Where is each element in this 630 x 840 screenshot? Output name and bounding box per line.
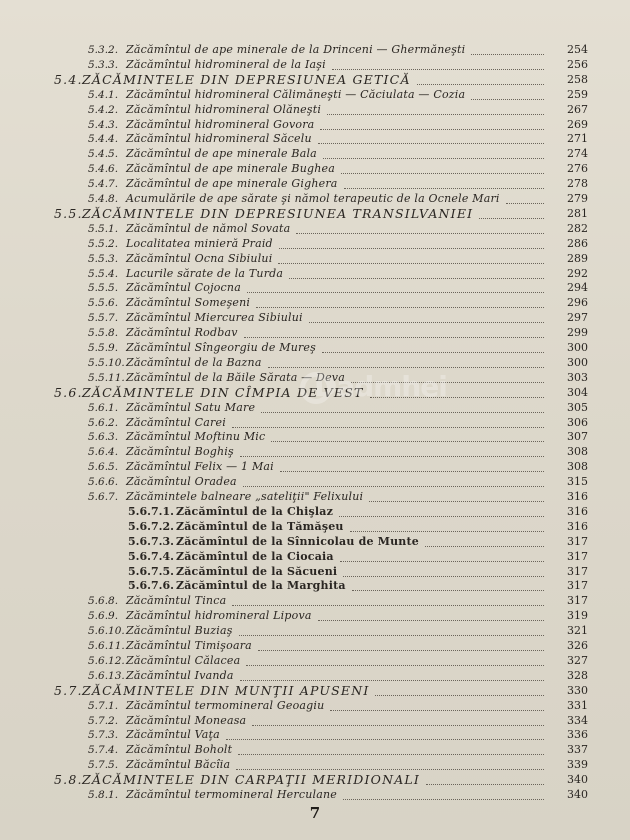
toc-entry-title: ZĂCĂMINTELE DIN CARPAŢII MERIDIONALI xyxy=(82,772,421,788)
toc-entry-page: 321 xyxy=(567,624,588,638)
toc-entry-page: 340 xyxy=(567,773,588,787)
toc-entry-page: 269 xyxy=(567,117,588,131)
toc-entry-title: Zăcămîntul de la Marghita xyxy=(176,579,346,593)
toc-entry-page: 276 xyxy=(567,162,588,176)
toc-entry-title: Zăcămîntul Călacea xyxy=(126,653,241,667)
toc-entry-title: Zăcămîntul de la Chişlaz xyxy=(176,504,334,518)
toc-entry-page: 337 xyxy=(567,743,588,757)
toc-entry-title: Zăcămîntul Rodbav xyxy=(126,326,238,340)
toc-entry-number: 5.5.2. xyxy=(88,237,119,250)
toc-entry-number: 5.5.11. xyxy=(88,371,125,384)
toc-entry-number: 5.4.4. xyxy=(88,133,119,146)
toc-entry-title: Zăcămîntul Someşeni xyxy=(126,296,251,310)
toc-entry-title: Zăcămîntul de ape minerale Bala xyxy=(126,147,317,161)
toc-entry-title: Zăcămîntul Miercurea Sibiului xyxy=(126,311,303,325)
toc-entry-number: 5.6.11. xyxy=(88,640,125,652)
toc-entry-number: 5.7.5. xyxy=(88,759,119,772)
toc-entry-page: 307 xyxy=(567,430,588,444)
toc-entry-page: 317 xyxy=(567,534,588,548)
toc-entry-page: 317 xyxy=(567,579,588,593)
toc-entry-title: Localitatea minieră Praid xyxy=(126,236,273,250)
toc-entry-number: 5.5.6. xyxy=(88,297,119,310)
toc-entry-page: 259 xyxy=(567,87,588,101)
toc-entry-number: 5.6.7. xyxy=(88,491,119,503)
toc-entry-number: 5.6.7.4. xyxy=(128,549,174,563)
toc-entry-title: Zăcămîntul de ape minerale Bughea xyxy=(126,162,335,176)
toc-entry-page: 254 xyxy=(567,43,588,56)
toc-entry-page: 316 xyxy=(567,504,588,518)
toc-entry-title: Zăcămîntul de la Tămăşeu xyxy=(176,519,344,533)
toc-entry-number: 5.7.2. xyxy=(88,714,119,727)
toc-entry-number: 5.4.5. xyxy=(88,148,119,161)
toc-entry-title: Zăcămîntul Boghiş xyxy=(126,445,234,459)
toc-entry-page: 316 xyxy=(567,490,588,503)
toc-entry-number: 5.5.3. xyxy=(88,252,119,265)
toc-entry-title: Zăcămîntul Buziaş xyxy=(126,624,233,638)
toc-entry-title: Zăcămîntul Moneasa xyxy=(126,713,247,727)
toc-entry-number: 5.6.4. xyxy=(88,446,119,459)
toc-entry-number: 5.6.7.1. xyxy=(128,504,174,518)
toc-entry xyxy=(0,785,630,805)
toc-entry-title: Zăcămîntul de ape minerale de la Drinceni — Ghermăneşti xyxy=(126,43,466,56)
toc-entry-page: 300 xyxy=(567,355,588,369)
toc-entry-title: Zăcămîntul de la Săcueni xyxy=(176,564,338,578)
toc-entry-number: 5.7.4. xyxy=(88,744,119,757)
toc-entry-number: 5.6.7.5. xyxy=(128,564,174,578)
toc-entry-title: Zăcămîntul de la Sînnicolau de Munte xyxy=(176,534,419,548)
toc-entry-page: 300 xyxy=(567,341,588,354)
toc-entry-title: ZĂCĂMINTELE DIN DEPRESIUNEA GETICĂ xyxy=(82,71,411,87)
toc-entry-title: Zăcămintele balneare „sateliţii" Felixului xyxy=(126,490,364,503)
toc-entry-page: 316 xyxy=(567,519,588,533)
toc-entry-number: 5.3.2. xyxy=(88,44,119,56)
toc-entry-number: 5.5.5. xyxy=(88,282,119,295)
toc-entry-title: Zăcămîntul termomineral Herculane xyxy=(126,788,337,801)
toc-entry-title: Zăcămîntul hidromineral Olăneşti xyxy=(126,102,322,116)
toc-entry-number: 5.5.4. xyxy=(88,267,119,280)
toc-entry-page: 315 xyxy=(567,475,588,489)
toc-entry-page: 317 xyxy=(567,594,588,608)
toc-entry-title: Zăcămîntul Băcîia xyxy=(126,758,231,772)
toc-entry-title: Zăcămîntul hidromineral de la Iaşi xyxy=(126,57,326,71)
toc-entry-number: 5.5.9. xyxy=(88,342,119,354)
toc-entry-title: Acumulările de ape sărate şi nămol terapeutic de la Ocnele Mari xyxy=(126,192,500,205)
toc-entry-title: Zăcămîntul Carei xyxy=(126,415,226,429)
toc-entry-number: 5.4.1. xyxy=(88,88,119,101)
toc-entry-page: 305 xyxy=(567,400,588,414)
toc-entry-title: Zăcămîntul Timişoara xyxy=(126,639,252,652)
toc-entry-title: Zăcămîntul Ivanda xyxy=(126,668,234,682)
toc-entry-title: Zăcămîntul Oradea xyxy=(126,475,237,489)
toc-entry-page: 317 xyxy=(567,564,588,578)
toc-entry-page: 258 xyxy=(567,72,588,86)
toc-entry-number: 5.4.8. xyxy=(88,193,119,205)
toc-entry-number: 5.6.3. xyxy=(88,431,119,444)
toc-entry-title: Zăcămîntul hidromineral Călimăneşti — Căciulata — Cozia xyxy=(126,87,466,101)
toc-entry-title: Zăcămîntul hidromineral Săcelu xyxy=(126,132,312,146)
toc-entry-number: 5.6.1. xyxy=(88,401,119,414)
toc-entry-page: 331 xyxy=(567,698,588,712)
toc-entry-page: 334 xyxy=(567,713,588,727)
toc-entry-page: 294 xyxy=(567,281,588,295)
toc-entry-page: 281 xyxy=(567,206,588,220)
toc-entry-number: 5.7.1. xyxy=(88,699,119,712)
toc-entry-title: Zăcămîntul de ape minerale Gighera xyxy=(126,177,338,191)
toc-entry-title: ZĂCĂMINTELE DIN DEPRESIUNEA TRANSILVANIEI xyxy=(82,205,474,221)
toc-entry-page: 327 xyxy=(567,653,588,667)
toc-entry-page: 326 xyxy=(567,639,588,652)
toc-entry-page: 286 xyxy=(567,236,588,250)
toc-entry-title: Zăcămîntul hidromineral Govora xyxy=(126,117,315,131)
toc-entry-number: 5.7. xyxy=(54,682,83,698)
toc-entry-number: 5.4.7. xyxy=(88,178,119,191)
toc-entry-number: 5.6.7.2. xyxy=(128,519,174,533)
toc-entry-title: Zăcămîntul hidromineral Lipova xyxy=(126,609,312,623)
toc-entry-title: ZĂCĂMINTELE DIN MUNŢII APUSENI xyxy=(82,682,370,698)
toc-entry-number: 5.6.7.6. xyxy=(128,579,174,593)
watermark-text: Dadmhei xyxy=(314,370,447,403)
toc-entry-page: 340 xyxy=(567,788,588,801)
watermark-logo xyxy=(300,370,447,410)
page-number: 7 xyxy=(309,804,321,822)
toc-entry-number: 5.6.13. xyxy=(88,669,125,682)
toc-entry-number: 5.5.1. xyxy=(88,222,119,235)
toc-entry-number: 5.3.3. xyxy=(88,58,119,71)
toc-entry-title: Zăcămîntul Ocna Sibiului xyxy=(126,251,273,265)
toc-entry-number: 5.8.1. xyxy=(88,789,119,801)
toc-entry-title: Zăcămîntul de la Ciocaia xyxy=(176,549,334,563)
toc-entry-number: 5.6. xyxy=(54,384,83,400)
toc-entry-number: 5.7.3. xyxy=(88,729,119,742)
toc-entry-title: Lacurile sărate de la Turda xyxy=(126,266,284,280)
toc-entry-page: 278 xyxy=(567,177,588,191)
toc-entry-page: 304 xyxy=(567,385,588,399)
toc-entry-page: 282 xyxy=(567,221,588,235)
toc-entry-number: 5.5. xyxy=(54,205,83,221)
toc-entry-page: 256 xyxy=(567,57,588,71)
toc-entry-number: 5.6.2. xyxy=(88,416,119,429)
toc-entry-number: 5.6.10. xyxy=(88,625,125,638)
toc-entry-title: Zăcămîntul de la Bazna xyxy=(126,355,262,369)
toc-entry-page: 339 xyxy=(567,758,588,772)
toc-entry-page: 279 xyxy=(567,192,588,205)
toc-entry-title: Zăcămîntul de nămol Sovata xyxy=(126,221,291,235)
toc-entry-number: 5.5.10. xyxy=(88,356,125,369)
toc-entry-number: 5.4. xyxy=(54,71,83,87)
toc-entry-number: 5.4.3. xyxy=(88,118,119,131)
toc-entry-title: Zăcămîntul Sîngeorgiu de Mureş xyxy=(126,341,316,354)
toc-entry-page: 267 xyxy=(567,102,588,116)
toc-entry-page: 330 xyxy=(567,683,588,697)
toc-entry-page: 296 xyxy=(567,296,588,310)
toc-entry-title: Zăcămîntul Cojocna xyxy=(126,281,241,295)
toc-entry-number: 5.6.7.3. xyxy=(128,534,174,548)
toc-entry-page: 303 xyxy=(567,370,588,384)
toc-entry-number: 5.8. xyxy=(54,772,83,788)
toc-entry-page: 308 xyxy=(567,460,588,474)
toc-entry-number: 5.6.6. xyxy=(88,476,119,489)
toc-entry-number: 5.5.8. xyxy=(88,327,119,340)
toc-entry-page: 328 xyxy=(567,668,588,682)
toc-entry-page: 317 xyxy=(567,549,588,563)
toc-entry-title: Zăcămîntul Satu Mare xyxy=(126,400,256,414)
toc-entry-title: Zăcămîntul Vaţa xyxy=(126,728,220,742)
toc-entry-number: 5.4.6. xyxy=(88,163,119,176)
toc-entry-number: 5.6.8. xyxy=(88,595,119,608)
toc-entry-page: 319 xyxy=(567,609,588,623)
dot-leader xyxy=(343,799,544,800)
toc-entry-page: 336 xyxy=(567,728,588,742)
toc-entry-number: 5.6.12. xyxy=(88,654,125,667)
toc-entry-title: Zăcămîntul de la Băile Sărata — Deva xyxy=(126,370,345,384)
toc-entry-number: 5.4.2. xyxy=(88,103,119,116)
toc-entry-page: 274 xyxy=(567,147,588,161)
toc-entry-title: Zăcămîntul termomineral Geoagiu xyxy=(126,698,325,712)
toc-entry-page: 297 xyxy=(567,311,588,325)
toc-entry-title: Zăcămîntul Boholt xyxy=(126,743,233,757)
toc-entry-page: 308 xyxy=(567,445,588,459)
toc-entry-page: 306 xyxy=(567,415,588,429)
toc-entry-page: 289 xyxy=(567,251,588,265)
toc-entry-title: ZĂCĂMINTELE DIN CÎMPIA DE VEST xyxy=(82,384,364,400)
toc-entry-number: 5.6.5. xyxy=(88,461,119,474)
toc-entry-number: 5.6.9. xyxy=(88,610,119,623)
toc-entry-title: Zăcămîntul Felix — 1 Mai xyxy=(126,460,274,474)
toc-entry-page: 299 xyxy=(567,326,588,340)
toc-entry-page: 292 xyxy=(567,266,588,280)
toc-entry-title: Zăcămîntul Moftinu Mic xyxy=(126,430,266,444)
toc-entry-page: 271 xyxy=(567,132,588,146)
toc-entry-title: Zăcămîntul Tinca xyxy=(126,594,227,608)
toc-entry-number: 5.5.7. xyxy=(88,312,119,325)
